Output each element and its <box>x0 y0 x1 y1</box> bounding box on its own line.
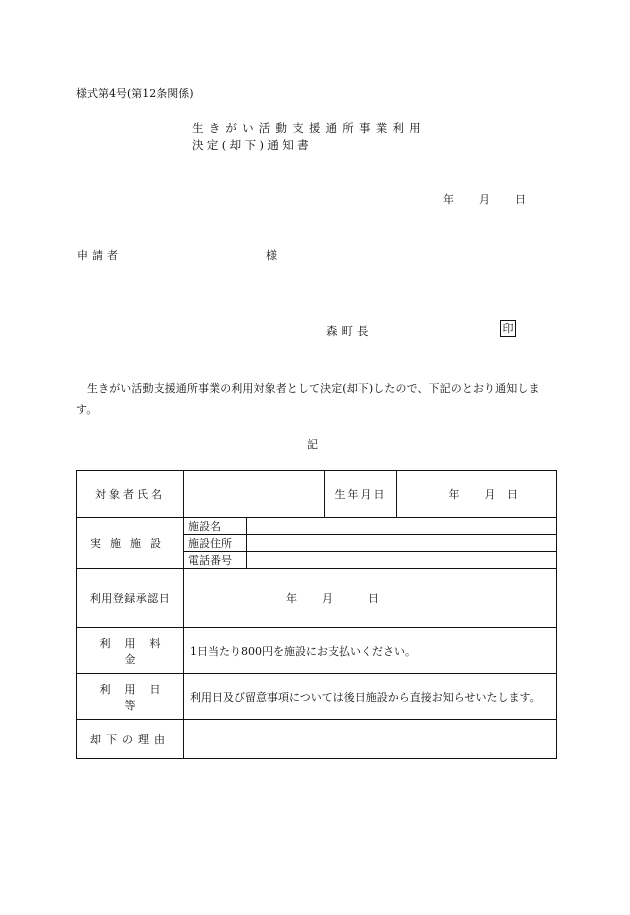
table-row <box>77 628 557 674</box>
table-row <box>77 518 557 569</box>
table-row <box>184 552 556 569</box>
document-title-line2: 決定(却下)通知書 <box>192 138 313 152</box>
issue-date-month: 月 <box>479 193 490 206</box>
days-value: 利用日及び留意事項については後日施設から直接お知らせいたします。 <box>184 674 557 720</box>
facility-phone-value <box>247 552 557 569</box>
document-title-line1: 生きがい活動支援通所事業利用 <box>192 121 426 135</box>
notice-table <box>76 470 557 759</box>
table-row <box>184 535 556 552</box>
birth-day: 日 <box>507 488 518 501</box>
facility-address-value <box>247 535 557 552</box>
table-row <box>77 569 557 628</box>
honorific: 様 <box>266 249 277 262</box>
issue-date-year: 年 <box>443 193 454 206</box>
ki-marker: 記 <box>307 438 318 451</box>
name-label: 対象者氏名 <box>77 471 184 518</box>
approval-day: 日 <box>368 592 379 605</box>
reason-value <box>184 720 557 759</box>
birth-year: 年 <box>448 488 460 501</box>
facility-details <box>184 518 557 569</box>
facility-name-value <box>247 518 557 535</box>
table-row <box>77 674 557 720</box>
issuer-name: 森町長 <box>326 324 373 338</box>
notice-body: 生きがい活動支援通所事業の利用対象者として決定(却下)したので、下記のとおり通知します。 <box>76 382 540 416</box>
facility-label: 実施施設 <box>77 518 184 569</box>
table-row <box>77 720 557 759</box>
table-row <box>184 518 556 535</box>
facility-phone-label: 電話番号 <box>184 552 247 569</box>
seal-box: 印 <box>500 320 516 337</box>
fee-value: 1日当たり800円を施設にお支払いください。 <box>184 628 557 674</box>
table-row <box>77 471 557 518</box>
facility-address-label: 施設住所 <box>184 535 247 552</box>
approval-date <box>184 569 557 628</box>
facility-name-label: 施設名 <box>184 518 247 535</box>
approval-month: 月 <box>322 592 333 605</box>
issue-date <box>443 191 526 207</box>
birth-label: 生年月日 <box>325 471 397 518</box>
birth-month: 月 <box>484 488 496 501</box>
applicant-label: 申請者 <box>77 249 122 262</box>
days-label: 利用日等 <box>77 674 184 720</box>
issue-date-day: 日 <box>515 193 526 206</box>
facility-inner-table <box>184 518 556 568</box>
birth-date <box>397 471 557 518</box>
fee-label: 利用料金 <box>77 628 184 674</box>
reason-label: 却下の理由 <box>77 720 184 759</box>
name-value <box>184 471 325 518</box>
form-number: 様式第4号(第12条関係) <box>76 87 194 100</box>
approval-label: 利用登録承認日 <box>77 569 184 628</box>
approval-year: 年 <box>286 592 297 605</box>
